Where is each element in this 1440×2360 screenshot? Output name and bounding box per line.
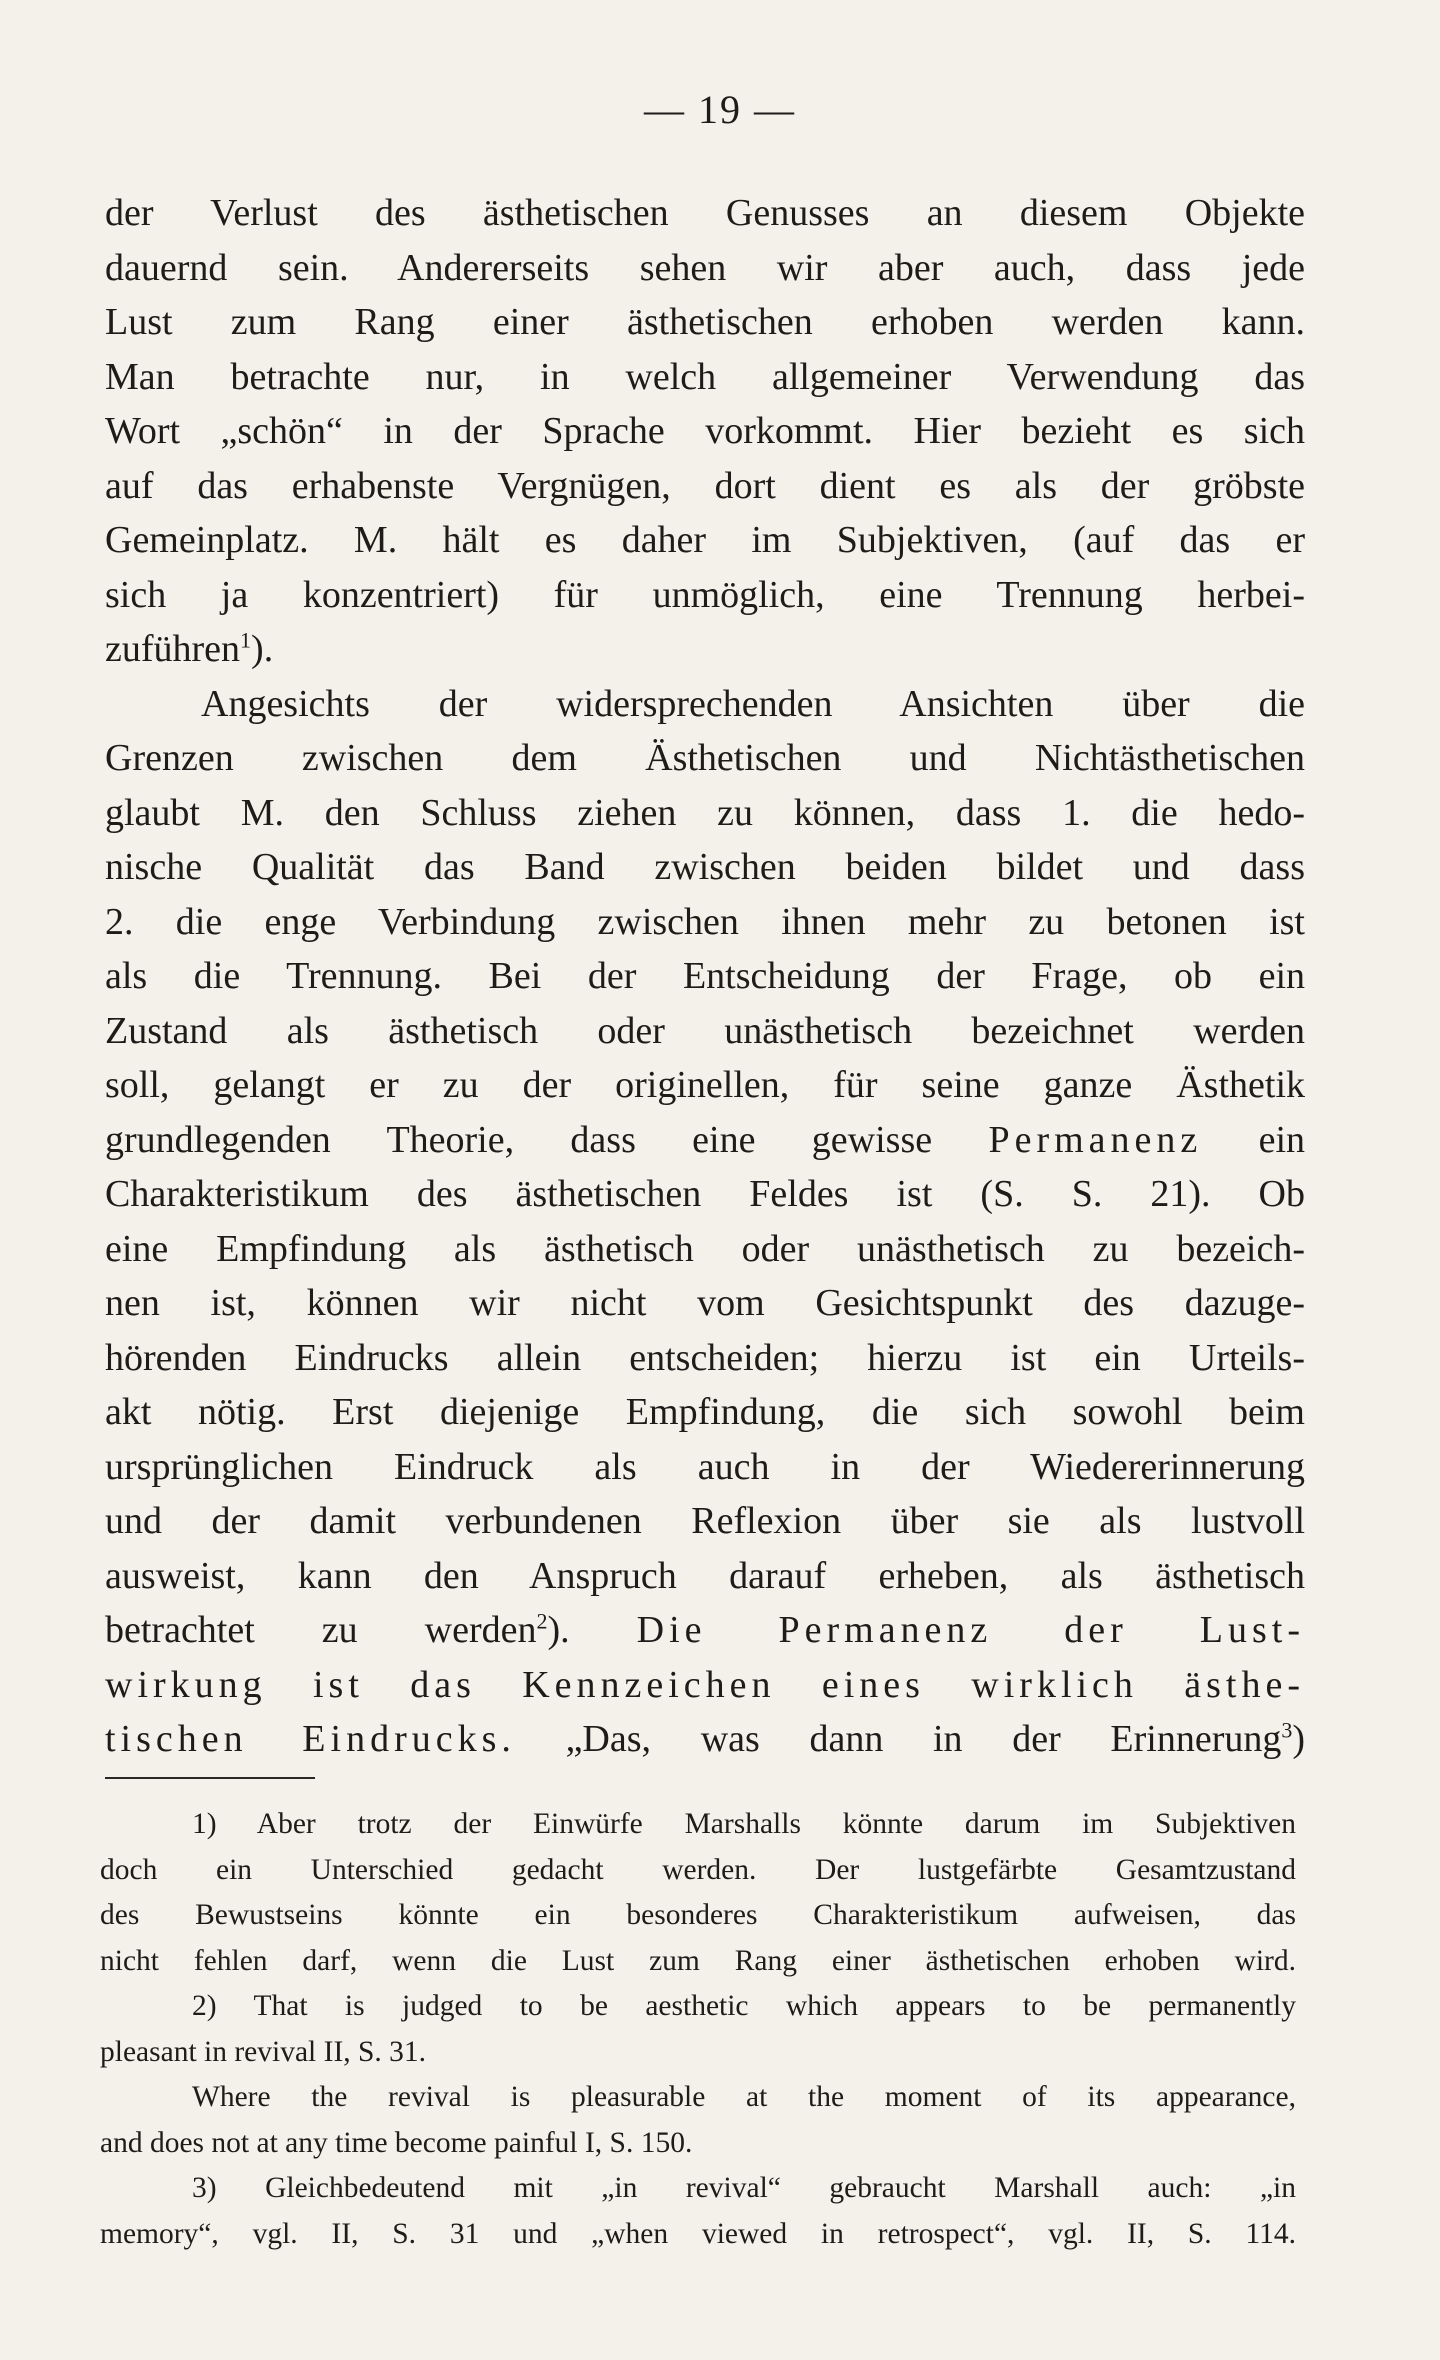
spaced-emphasis: tischen Eindrucks. — [105, 1718, 516, 1760]
text-line — [105, 1603, 1305, 1658]
text-line: glaubt M. den Schluss ziehen zu können, dass 1. die hedo- — [105, 791, 1305, 834]
text-line: ursprünglichen Eindruck als auch in der Wiedererinnerung — [105, 1445, 1305, 1488]
footnote-line: nicht fehlen darf, wenn die Lust zum Rang einer ästhetischen erhoben wird. — [100, 1944, 1296, 1977]
period: . — [263, 628, 274, 670]
spaced-emphasis: Permanenz — [988, 1118, 1203, 1161]
text-line: hörenden Eindrucks allein entscheiden; hierzu ist ein Urteils- — [105, 1336, 1305, 1379]
text-line: der Verlust des ästhetischen Genusses an diesem Objekte — [105, 192, 1305, 234]
footnotes — [100, 1802, 1296, 2257]
footnote-line: memory“, vgl. II, S. 31 und „when viewed in retrospect“, vgl. II, S. 114. — [100, 2217, 1296, 2250]
text-line: sich ja konzentriert) für unmöglich, eine Trennung herbei- — [105, 573, 1305, 616]
text-line: und der damit verbundenen Reflexion über sie als lustvoll — [105, 1500, 1305, 1542]
text-line: Zustand als ästhetisch oder unästhetisch bezeichnet werden — [105, 1009, 1305, 1052]
text-line: als die Trennung. Bei der Entscheidung der Frage, ob ein — [105, 955, 1305, 997]
footnote-line: 2) That is judged to be aesthetic which appears to be permanently — [192, 1990, 1296, 2022]
paren: ) — [547, 1609, 561, 1651]
text-line: eine Empfindung als ästhetisch oder unästhetisch zu bezeich- — [105, 1227, 1305, 1270]
page-number: — 19 — — [644, 87, 796, 132]
text-fragment: ein — [1258, 1118, 1306, 1161]
spaced-emphasis: Die Permanenz der Lust- — [636, 1609, 1305, 1651]
text-line: Wort „schön“ in der Sprache vorkommt. Hier bezieht es sich — [105, 410, 1305, 452]
period: . — [560, 1609, 570, 1651]
footnote-line: Where the revival is pleasurable at the moment of its appearance, — [192, 2081, 1296, 2113]
text-line: nische Qualität das Band zwischen beiden bildet und dass — [105, 846, 1305, 888]
footnote-line: pleasant in revival II, S. 31. — [100, 2035, 427, 2068]
paren: ) — [251, 628, 264, 670]
footnote-mark-1: 1 — [240, 627, 252, 653]
main-text — [105, 186, 1305, 1767]
text-line: Gemeinplatz. M. hält es daher im Subjektiven, (auf das er — [105, 519, 1305, 561]
text-line — [105, 622, 1305, 677]
footnote-divider — [105, 1777, 315, 1779]
text-line: nen ist, können wir nicht vom Gesichtspunkt des dazuge- — [105, 1282, 1305, 1324]
text-line: akt nötig. Erst diejenige Empfindung, die sich sowohl beim — [105, 1391, 1305, 1433]
text-line: auf das erhabenste Vergnügen, dort dient es als der gröbste — [105, 464, 1305, 507]
footnote-line: des Bewustseins könnte ein besonderes Charakteristikum aufweisen, das — [100, 1899, 1296, 1931]
text-line: Lust zum Rang einer ästhetischen erhoben werden kann. — [105, 301, 1305, 343]
footnote-line: doch ein Unterschied gedacht werden. Der lustgefärbte Gesamtzustand — [100, 1853, 1296, 1886]
text-fragment: grundlegenden Theorie, dass eine gewisse — [105, 1118, 933, 1161]
footnote-line: 3) Gleichbedeutend mit „in revival“ gebraucht Marshall auch: „in — [192, 2172, 1296, 2204]
text-fragment: betrachtet zu werden — [105, 1609, 537, 1651]
text-line: 2. die enge Verbindung zwischen ihnen mehr zu betonen ist — [105, 900, 1305, 943]
text-line — [105, 1113, 1305, 1168]
footnote-line: 1) Aber trotz der Einwürfe Marshalls könnte darum im Subjektiven — [192, 1808, 1296, 1840]
text-fragment: „Das, was dann in der Erinnerung — [565, 1718, 1282, 1760]
text-line: Charakteristikum des ästhetischen Feldes ist (S. S. 21). Ob — [105, 1173, 1305, 1215]
footnote-mark-2: 2 — [536, 1608, 548, 1634]
text-line: ausweist, kann den Anspruch darauf erheben, als ästhetisch — [105, 1554, 1305, 1597]
footnote-line: and does not at any time become painful I, S. 150. — [100, 2126, 693, 2159]
text-line: soll, gelangt er zu der originellen, für seine ganze Ästhetik — [105, 1064, 1305, 1106]
text-line: Grenzen zwischen dem Ästhetischen und Nichtästhetischen — [105, 737, 1305, 779]
text-line: wirkung ist das Kennzeichen eines wirklich ästhe- — [105, 1663, 1305, 1706]
footnote-mark-3: 3 — [1281, 1717, 1293, 1743]
paren: ) — [1292, 1718, 1306, 1760]
text-line: Angesichts der widersprechenden Ansichten über die — [201, 682, 1305, 725]
text-line: dauernd sein. Andererseits sehen wir aber auch, dass jede — [105, 246, 1305, 289]
text-line — [105, 1712, 1305, 1767]
text-fragment: zuführen — [105, 628, 241, 670]
text-line: Man betrachte nur, in welch allgemeiner Verwendung das — [105, 355, 1305, 398]
